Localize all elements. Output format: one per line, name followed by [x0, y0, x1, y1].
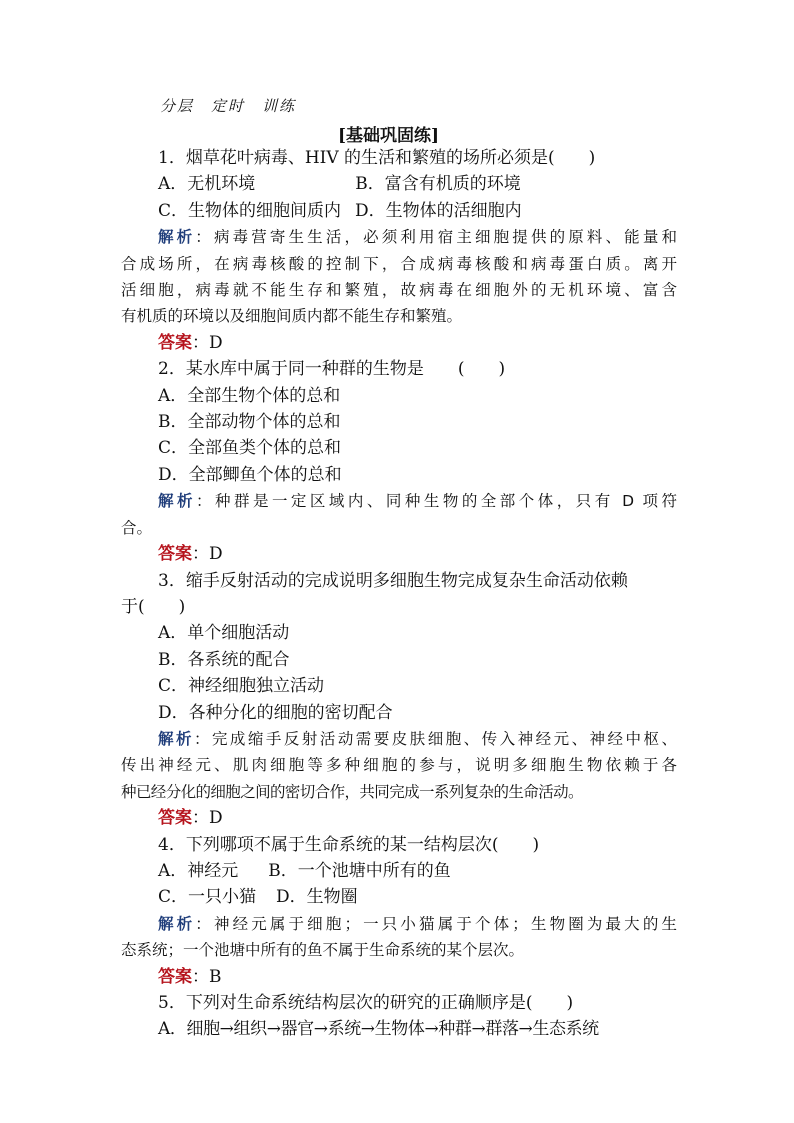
option: A．单个细胞活动 [158, 623, 290, 644]
answer-value: ：D [192, 808, 223, 829]
option: B．一个池塘中所有的鱼 [268, 860, 451, 881]
question-stem: 4．下列哪项不属于生命系统的某一结构层次( ) [158, 834, 540, 855]
analysis-line: 态系统；一个池塘中所有的鱼不属于生命系统的某个层次。 [121, 941, 525, 960]
question-stem: 5．下列对生命系统结构层次的研究的正确顺序是( ) [158, 993, 574, 1013]
option: D．各种分化的细胞的密切配合 [158, 702, 393, 723]
answer-line [121, 541, 677, 567]
option-row [121, 858, 677, 884]
option: A．无机环境 [158, 174, 256, 195]
question-stem: 于( ) [121, 596, 186, 617]
analysis-line: 合。 [121, 518, 153, 537]
analysis-line: 合成场所，在病毒核酸的控制下，合成病毒核酸和病毒蛋白质。离开 [121, 254, 677, 273]
option-row [121, 171, 677, 197]
answer-label: 答案 [158, 808, 192, 829]
analysis-label: 解析 [158, 228, 196, 247]
option-row [121, 198, 677, 224]
answer-value: ：B [192, 966, 222, 987]
answer-label: 答案 [158, 966, 192, 987]
answer-value: ：D [192, 332, 223, 353]
analysis-line: 有机质的环境以及细胞间质内都不能生存和繁殖。 [121, 307, 463, 326]
option: A．神经元 [158, 860, 239, 881]
answer-line [121, 805, 677, 831]
answer-value: ：D [192, 544, 223, 565]
option: D．全部鲫鱼个体的总和 [158, 464, 342, 485]
option: B．各系统的配合 [158, 649, 290, 670]
question-list [121, 145, 677, 1043]
option: B．全部动物个体的总和 [158, 412, 341, 433]
option: D．生物体的活细胞内 [355, 200, 522, 221]
question-stem: 3．缩手反射活动的完成说明多细胞生物完成复杂生命活动依赖 [158, 570, 628, 591]
answer-line [121, 330, 677, 356]
option: C．全部鱼类个体的总和 [158, 438, 342, 459]
analysis-line: 解析：病毒营寄生生活，必须利用宿主细胞提供的原料、能量和 [158, 228, 677, 247]
question-stem: 1．烟草花叶病毒、HIV 的生活和繁殖的场所必须是( ) [158, 148, 596, 168]
question-stem: 2．某水库中属于同一种群的生物是 ( ) [158, 359, 506, 380]
section-title: [基础巩固练] [338, 126, 440, 146]
analysis-line: 解析：神经元属于细胞；一只小猫属于个体；生物圈为最大的生 [158, 914, 677, 933]
analysis-line: 活细胞，病毒就不能生存和繁殖，故病毒在细胞外的无机环境、富含 [121, 281, 677, 300]
option: A．全部生物个体的总和 [158, 385, 341, 406]
answer-label: 答案 [158, 332, 192, 353]
option: C．生物体的细胞间质内 [158, 200, 342, 221]
analysis-label: 解析 [158, 729, 194, 748]
analysis-line: 传出神经元、肌肉细胞等多种细胞的参与，说明多细胞生物依赖于各 [121, 756, 677, 775]
option: B．富含有机质的环境 [355, 174, 521, 195]
answer-line [121, 964, 677, 990]
analysis-label: 解析 [158, 492, 196, 511]
analysis-label: 解析 [158, 914, 196, 933]
analysis-line: 解析：种群是一定区域内、同种生物的全部个体，只有 D 项符 [158, 492, 677, 511]
option: C．神经细胞独立活动 [158, 676, 325, 697]
answer-label: 答案 [158, 544, 192, 565]
option: D．生物圈 [276, 887, 358, 908]
analysis-line: 解析：完成缩手反射活动需要皮肤细胞、传入神经元、神经中枢、 [158, 729, 677, 748]
analysis-line: 种已经分化的细胞之间的密切合作，共同完成一系列复杂的生命活动。 [121, 782, 583, 801]
option: C．一只小猫 [158, 887, 257, 908]
option-row [121, 884, 677, 910]
option: A．细胞→组织→器官→系统→生物体→种群→群落→生态系统 [158, 1019, 599, 1040]
page-header: 分层 定时 训练 [160, 97, 297, 115]
